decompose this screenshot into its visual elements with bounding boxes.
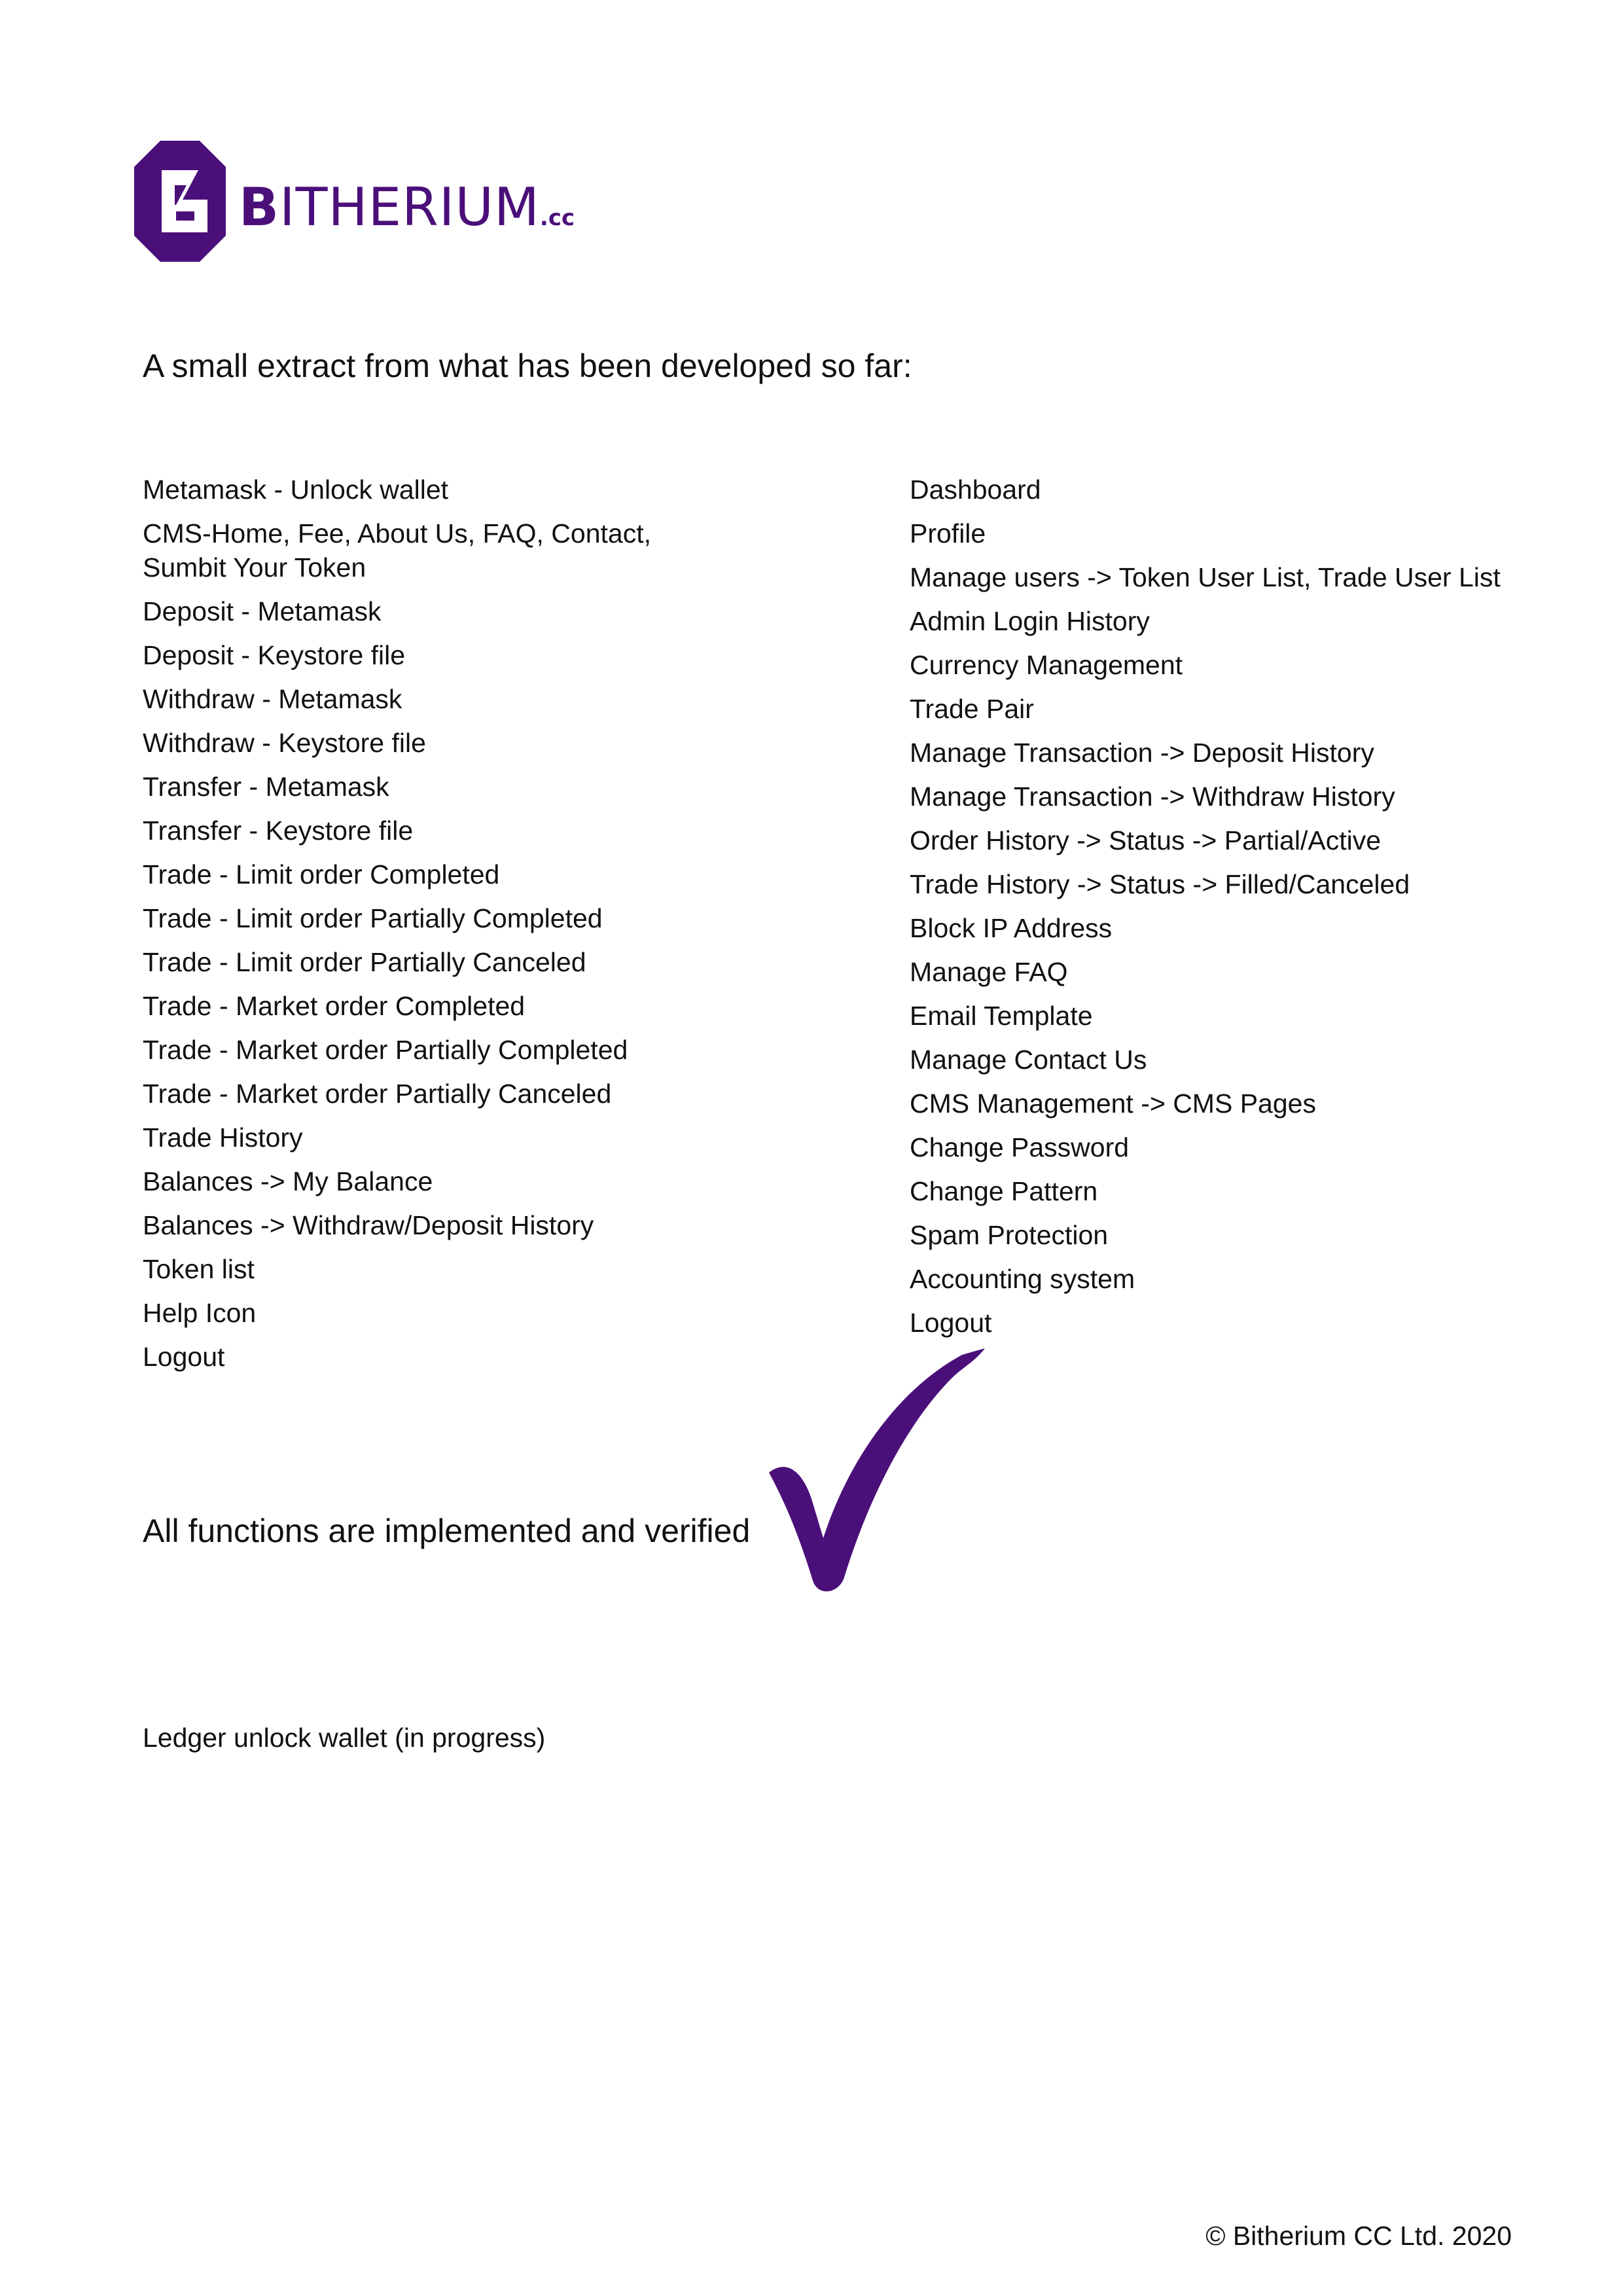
list-item: Manage Contact Us bbox=[910, 1045, 1147, 1075]
list-item: Trade - Market order Partially Completed bbox=[143, 1035, 628, 1065]
list-item: Token list bbox=[143, 1254, 255, 1284]
list-item: CMS Management -> CMS Pages bbox=[910, 1088, 1316, 1119]
verified-statement: All functions are implemented and verified bbox=[143, 1513, 751, 1549]
brand-suffix: .cc bbox=[539, 205, 575, 231]
list-item: Trade - Market order Partially Canceled bbox=[143, 1079, 612, 1109]
list-item: Deposit - Keystore file bbox=[143, 640, 406, 670]
list-item: Manage users -> Token User List, Trade User List bbox=[910, 562, 1501, 592]
list-item: Metamask - Unlock wallet bbox=[143, 475, 449, 505]
list-item: Email Template bbox=[910, 1001, 1093, 1031]
list-item: Trade History -> Status -> Filled/Canceled bbox=[910, 869, 1410, 899]
list-item: Trade - Market order Completed bbox=[143, 991, 526, 1021]
list-item: Trade - Limit order Partially Completed bbox=[143, 903, 603, 933]
list-item: Currency Management bbox=[910, 650, 1183, 680]
list-item: Balances -> My Balance bbox=[143, 1166, 433, 1196]
admin-features-list bbox=[910, 473, 1603, 1350]
brand-wordmark bbox=[239, 177, 575, 238]
list-item: Accounting system bbox=[910, 1264, 1135, 1294]
list-item: Withdraw - Metamask bbox=[143, 684, 402, 714]
list-item: Change Pattern bbox=[910, 1176, 1098, 1206]
list-item: Logout bbox=[910, 1308, 992, 1338]
list-item: Dashboard bbox=[910, 475, 1041, 505]
progress-note: Ledger unlock wallet (in progress) bbox=[143, 1723, 546, 1753]
list-item: Trade History bbox=[143, 1122, 303, 1153]
copyright-footer: © Bitherium CC Ltd. 2020 bbox=[1205, 2221, 1512, 2251]
list-item: Manage Transaction -> Withdraw History bbox=[910, 781, 1395, 812]
list-item: Order History -> Status -> Partial/Active bbox=[910, 825, 1382, 855]
list-item: Profile bbox=[910, 518, 986, 548]
list-item: Trade - Limit order Partially Canceled bbox=[143, 947, 586, 977]
brand-logo bbox=[134, 141, 592, 265]
list-item: Manage Transaction -> Deposit History bbox=[910, 738, 1374, 768]
brand-rest: ITHERIUM bbox=[279, 177, 540, 238]
brand-prefix: B bbox=[239, 177, 279, 238]
list-item: Deposit - Metamask bbox=[143, 596, 382, 626]
bitherium-b-hexagon-icon bbox=[134, 141, 226, 262]
list-item: Admin Login History bbox=[910, 606, 1150, 636]
list-item: Balances -> Withdraw/Deposit History bbox=[143, 1210, 594, 1240]
list-item: Change Password bbox=[910, 1132, 1130, 1162]
list-item: Logout bbox=[143, 1342, 225, 1372]
list-item: Spam Protection bbox=[910, 1220, 1109, 1250]
intro-heading: A small extract from what has been developed so far: bbox=[143, 348, 912, 384]
list-item: Withdraw - Keystore file bbox=[143, 728, 426, 758]
list-item: CMS-Home, Fee, About Us, FAQ, Contact, Sumbit Your Token bbox=[143, 518, 651, 583]
list-item: Trade - Limit order Completed bbox=[143, 859, 500, 889]
list-item: Transfer - Keystore file bbox=[143, 816, 414, 846]
list-item: Manage FAQ bbox=[910, 957, 1068, 987]
list-item: Help Icon bbox=[143, 1298, 257, 1328]
list-item: Transfer - Metamask bbox=[143, 772, 389, 802]
user-features-list bbox=[143, 473, 797, 1384]
list-item: Trade Pair bbox=[910, 694, 1034, 724]
list-item: Block IP Address bbox=[910, 913, 1113, 943]
checkmark-icon bbox=[766, 1348, 995, 1597]
